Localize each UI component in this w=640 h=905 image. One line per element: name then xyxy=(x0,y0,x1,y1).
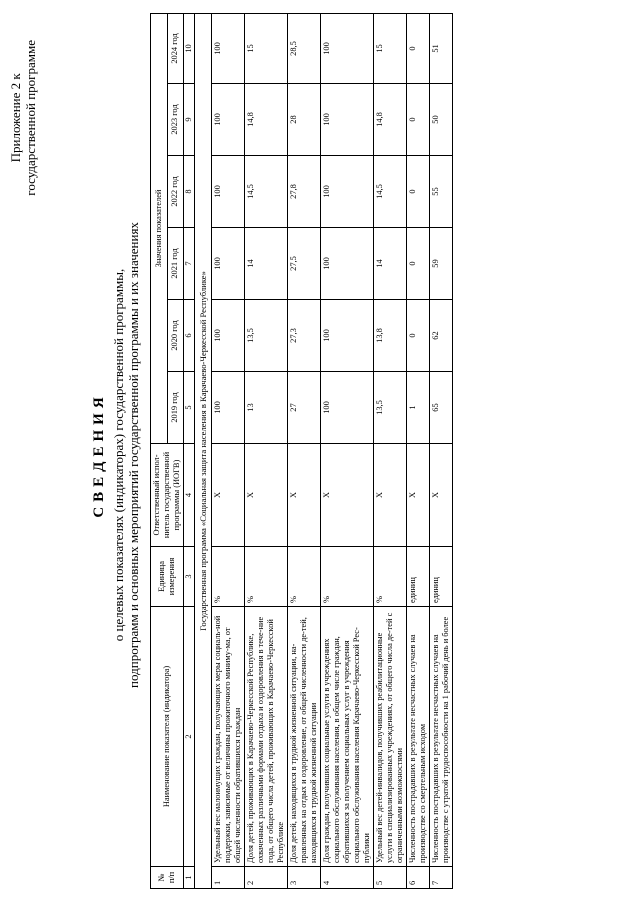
indicator-name: Численность пострадавших в результате несчастных случаев на производстве с утратой трудоспособности на 1 рабочий день и более xyxy=(430,607,453,867)
value-cell: 65 xyxy=(430,372,453,444)
unit-cell: единиц xyxy=(407,547,430,607)
value-cell: 51 xyxy=(430,13,453,83)
executor-cell: Х xyxy=(321,444,374,547)
column-numbers-row xyxy=(184,13,195,888)
indicators-table xyxy=(150,13,453,889)
table-header-row xyxy=(151,13,168,888)
header-values: Значения показателей xyxy=(151,13,168,443)
header-num: № п/п xyxy=(151,867,184,889)
table-row xyxy=(212,13,245,888)
value-cell: 28 xyxy=(288,84,321,156)
unit-cell: % xyxy=(321,547,374,607)
indicator-name: Удельный вес детей-инвалидов, получивших реабилитационные услуги в специализированных учреждениях, от общего числа де-тей с ограниченными возможностями xyxy=(374,607,407,867)
value-cell: 0 xyxy=(407,300,430,372)
value-cell: 0 xyxy=(407,84,430,156)
header-unit: Единица измерения xyxy=(151,547,184,607)
section-title: Государственная программа «Социальная защита населения в Карачаево-Черкесской Республике» xyxy=(195,13,212,888)
header-year: 2020 год xyxy=(167,300,184,372)
value-cell: 28,5 xyxy=(288,13,321,83)
value-cell: 100 xyxy=(321,156,374,228)
unit-cell: % xyxy=(374,547,407,607)
header-year: 2019 год xyxy=(167,372,184,444)
appendix-note xyxy=(8,40,38,196)
column-number: 9 xyxy=(184,84,195,156)
value-cell: 14 xyxy=(245,228,288,300)
value-cell: 14,5 xyxy=(374,156,407,228)
row-number: 5 xyxy=(374,867,407,889)
value-cell: 100 xyxy=(212,228,245,300)
executor-cell: Х xyxy=(245,444,288,547)
value-cell: 0 xyxy=(407,13,430,83)
value-cell: 27,5 xyxy=(288,228,321,300)
value-cell: 1 xyxy=(407,372,430,444)
indicator-name: Доля граждан, получивших социальные услуги в учреждениях социального обслуживания населения, в общем числе граждан, обратившихся за получением социальных услуг в учреждения социального обслуживания населения Карачаево-Черкесской Рес-публики xyxy=(321,607,374,867)
indicator-name: Удельный вес малоимущих граждан, получающих меры социаль-ной поддержки, зависимые от величины прожиточного миниму-ма, от общей численности обратившихся граждан xyxy=(212,607,245,867)
value-cell: 13,5 xyxy=(245,300,288,372)
value-cell: 15 xyxy=(245,13,288,83)
value-cell: 27,8 xyxy=(288,156,321,228)
value-cell: 14 xyxy=(374,228,407,300)
section-row xyxy=(195,13,212,888)
column-number: 3 xyxy=(184,547,195,607)
indicator-name: Доля детей, находящихся в трудной жизненной ситуации, на-правленных на отдых и оздоровление, от общей численности де-тей, находящихся в трудной жизненной ситуации xyxy=(288,607,321,867)
value-cell: 14,8 xyxy=(245,84,288,156)
value-cell: 14,8 xyxy=(374,84,407,156)
appendix-line-1: Приложение 2 к xyxy=(8,73,23,163)
executor-cell: Х xyxy=(374,444,407,547)
header-name: Наименование показателя (индикатора) xyxy=(151,607,184,867)
column-number: 5 xyxy=(184,372,195,444)
value-cell: 27 xyxy=(288,372,321,444)
unit-cell: % xyxy=(288,547,321,607)
table-row xyxy=(407,13,430,888)
column-number: 8 xyxy=(184,156,195,228)
unit-cell: единиц xyxy=(430,547,453,607)
value-cell: 100 xyxy=(212,300,245,372)
value-cell: 100 xyxy=(212,372,245,444)
indicator-name: Доля детей, проживающих в Карачаево-Черкесской Республике, охваченных различными формами отдыха и оздоровления в тече-ние года, от общего числа детей, проживающих в Карачаево-Черкесской Республике xyxy=(245,607,288,867)
value-cell: 13,8 xyxy=(374,300,407,372)
header-year: 2024 год xyxy=(167,13,184,83)
heading-line-1: о целевых показателях (индикаторах) государственной программы, xyxy=(111,268,126,642)
value-cell: 13,5 xyxy=(374,372,407,444)
value-cell: 0 xyxy=(407,228,430,300)
row-number: 7 xyxy=(430,867,453,889)
value-cell: 15 xyxy=(374,13,407,83)
executor-cell: Х xyxy=(212,444,245,547)
value-cell: 50 xyxy=(430,84,453,156)
unit-cell: % xyxy=(245,547,288,607)
value-cell: 55 xyxy=(430,156,453,228)
value-cell: 100 xyxy=(321,372,374,444)
value-cell: 100 xyxy=(212,156,245,228)
header-year: 2022 год xyxy=(167,156,184,228)
header-year: 2021 год xyxy=(167,228,184,300)
executor-cell: Х xyxy=(407,444,430,547)
column-number: 7 xyxy=(184,228,195,300)
value-cell: 100 xyxy=(321,300,374,372)
table-row xyxy=(288,13,321,888)
table-row xyxy=(245,13,288,888)
header-executor: Ответственный испол-нитель государственной программы (ИОГВ) xyxy=(151,444,184,547)
column-number: 6 xyxy=(184,300,195,372)
row-number: 4 xyxy=(321,867,374,889)
value-cell: 100 xyxy=(321,228,374,300)
value-cell: 27,3 xyxy=(288,300,321,372)
row-number: 1 xyxy=(212,867,245,889)
value-cell: 100 xyxy=(212,13,245,83)
table-row xyxy=(321,13,374,888)
value-cell: 14,5 xyxy=(245,156,288,228)
header-year: 2023 год xyxy=(167,84,184,156)
row-number: 6 xyxy=(407,867,430,889)
value-cell: 100 xyxy=(321,13,374,83)
value-cell: 0 xyxy=(407,156,430,228)
indicator-name: Численность пострадавших в результате несчастных случаев на производстве со смертельным исходом xyxy=(407,607,430,867)
value-cell: 13 xyxy=(245,372,288,444)
column-number: 4 xyxy=(184,444,195,547)
value-cell: 59 xyxy=(430,228,453,300)
table-row xyxy=(430,13,453,888)
heading-line-2: подпрограмм и основных мероприятий государственной программы и их значениях xyxy=(126,222,141,688)
appendix-line-2: государственной программе xyxy=(23,40,38,196)
column-number: 2 xyxy=(184,607,195,867)
executor-cell: Х xyxy=(288,444,321,547)
value-cell: 62 xyxy=(430,300,453,372)
document-heading xyxy=(92,85,141,825)
column-number: 10 xyxy=(184,13,195,83)
executor-cell: Х xyxy=(430,444,453,547)
row-number: 2 xyxy=(245,867,288,889)
document-title: СВЕДЕНИЯ xyxy=(91,392,107,518)
table-row xyxy=(374,13,407,888)
value-cell: 100 xyxy=(321,84,374,156)
value-cell: 100 xyxy=(212,84,245,156)
column-number: 1 xyxy=(184,867,195,889)
unit-cell: % xyxy=(212,547,245,607)
row-number: 3 xyxy=(288,867,321,889)
